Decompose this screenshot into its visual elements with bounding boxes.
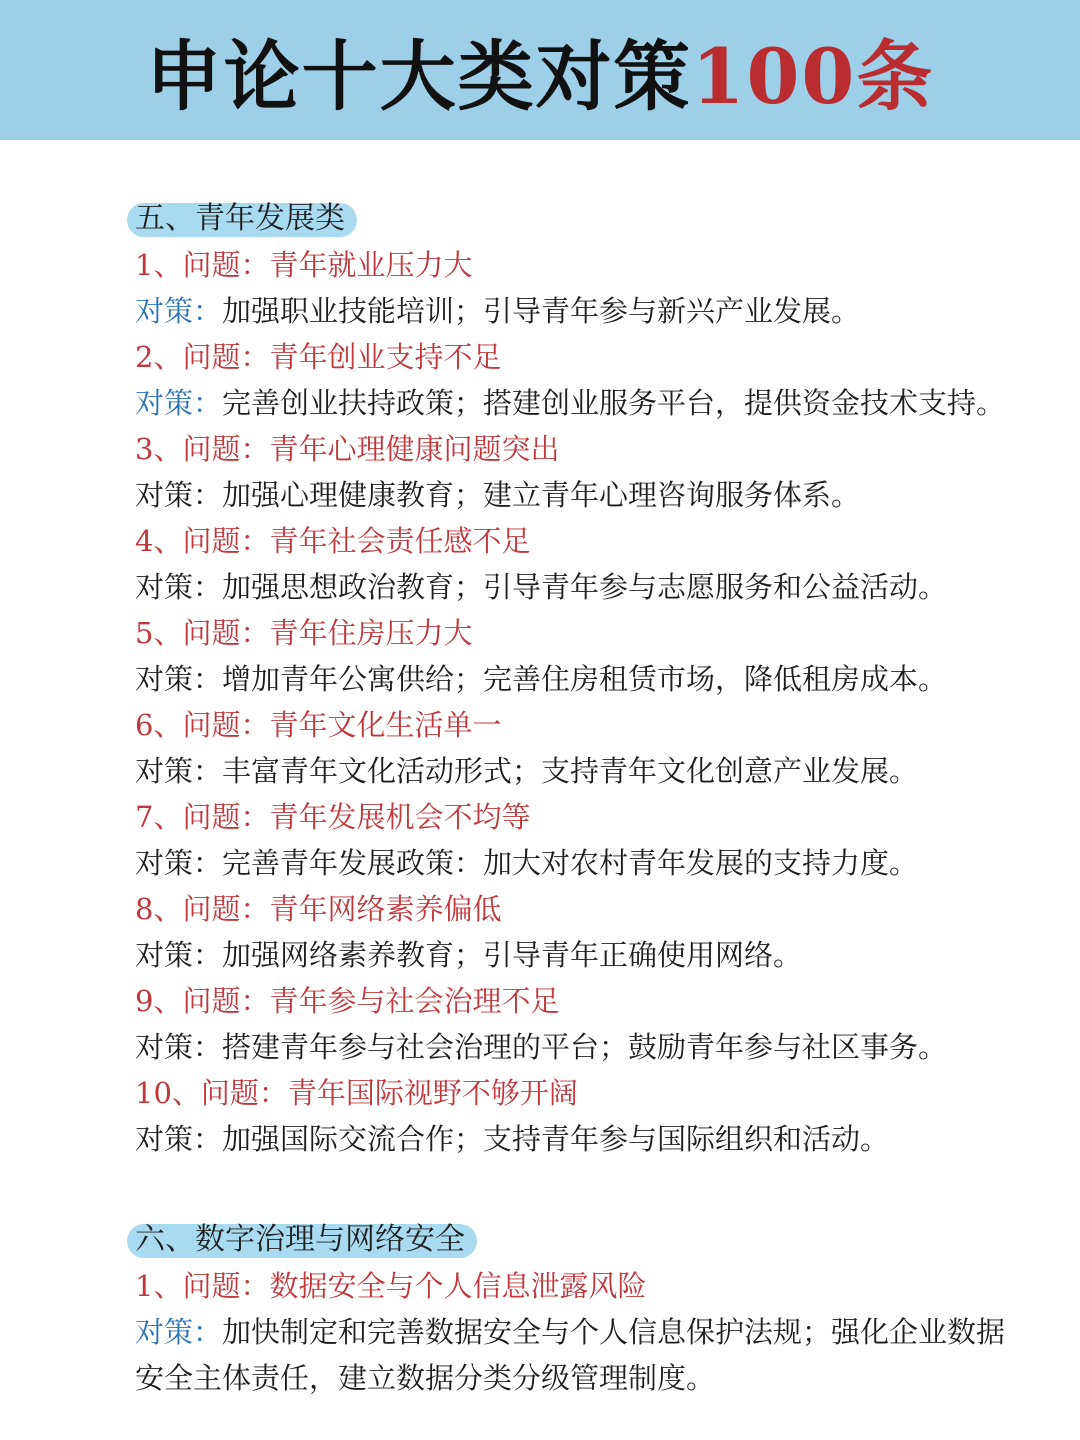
problem-item: 6、问题：青年文化生活单一 <box>135 708 502 742</box>
policy-label: 对策： <box>135 294 223 328</box>
policy-item <box>135 748 1015 794</box>
problem-item: 4、问题：青年社会责任感不足 <box>135 524 531 558</box>
policy-item <box>135 288 1015 334</box>
policy-text: 加强心理健康教育；建立青年心理咨询服务体系。 <box>222 478 861 512</box>
policy-label: 对策： <box>135 846 223 880</box>
policy-text: 加强思想政治教育；引导青年参与志愿服务和公益活动。 <box>222 570 948 604</box>
problem-item: 3、问题：青年心理健康问题突出 <box>135 432 560 466</box>
section-gap <box>135 1162 1015 1217</box>
policy-label: 对策： <box>135 478 223 512</box>
policy-item <box>135 1116 1015 1162</box>
problem-item: 1、问题：数据安全与个人信息泄露风险 <box>135 1269 647 1303</box>
problem-item: 10、问题：青年国际视野不够开阔 <box>135 1076 578 1110</box>
page-title-main: 申论十大类对策 <box>145 31 692 121</box>
problem-item: 1、问题：青年就业压力大 <box>135 248 473 282</box>
policy-text: 加快制定和完善数据安全与个人信息保护法规；强化企业数据安全主体责任，建立数据分类分级管理制度。 <box>135 1315 1006 1395</box>
section-youth-development <box>135 196 1015 1162</box>
policy-text: 完善青年发展政策：加大对农村青年发展的支持力度。 <box>222 846 919 880</box>
policy-item <box>135 840 1015 886</box>
policy-label: 对策： <box>135 1030 223 1064</box>
problem-item: 8、问题：青年网络素养偏低 <box>135 892 502 926</box>
policy-text: 增加青年公寓供给；完善住房租赁市场，降低租房成本。 <box>222 662 948 696</box>
policy-label: 对策： <box>135 754 223 788</box>
policy-label: 对策： <box>135 570 223 604</box>
policy-text: 加强国际交流合作；支持青年参与国际组织和活动。 <box>222 1122 890 1156</box>
problem-item: 9、问题：青年参与社会治理不足 <box>135 984 560 1018</box>
policy-item <box>135 380 1015 426</box>
policy-label: 对策： <box>135 386 223 420</box>
policy-text: 完善创业扶持政策；搭建创业服务平台，提供资金技术支持。 <box>222 386 1006 420</box>
policy-item <box>135 1024 1015 1070</box>
header-banner <box>0 0 1080 140</box>
policy-item <box>135 656 1015 702</box>
policy-text: 丰富青年文化活动形式；支持青年文化创意产业发展。 <box>222 754 919 788</box>
policy-item <box>135 932 1015 978</box>
problem-item: 5、问题：青年住房压力大 <box>135 616 473 650</box>
section-title: 五、青年发展类 <box>135 196 353 242</box>
section-digital-governance <box>135 1217 1015 1401</box>
section-title: 六、数字治理与网络安全 <box>135 1217 473 1263</box>
policy-label: 对策： <box>135 1315 223 1349</box>
content <box>135 196 1015 1401</box>
policy-text: 加强网络素养教育；引导青年正确使用网络。 <box>222 938 803 972</box>
page-title-accent: 100条 <box>691 31 935 121</box>
policy-item <box>135 564 1015 610</box>
policy-item <box>135 472 1015 518</box>
problem-item: 2、问题：青年创业支持不足 <box>135 340 502 374</box>
page-title <box>146 16 935 125</box>
policy-label: 对策： <box>135 938 223 972</box>
policy-text: 搭建青年参与社会治理的平台；鼓励青年参与社区事务。 <box>222 1030 948 1064</box>
policy-item <box>135 1309 1015 1401</box>
policy-label: 对策： <box>135 1122 223 1156</box>
policy-label: 对策： <box>135 662 223 696</box>
problem-item: 7、问题：青年发展机会不均等 <box>135 800 531 834</box>
policy-text: 加强职业技能培训；引导青年参与新兴产业发展。 <box>222 294 861 328</box>
